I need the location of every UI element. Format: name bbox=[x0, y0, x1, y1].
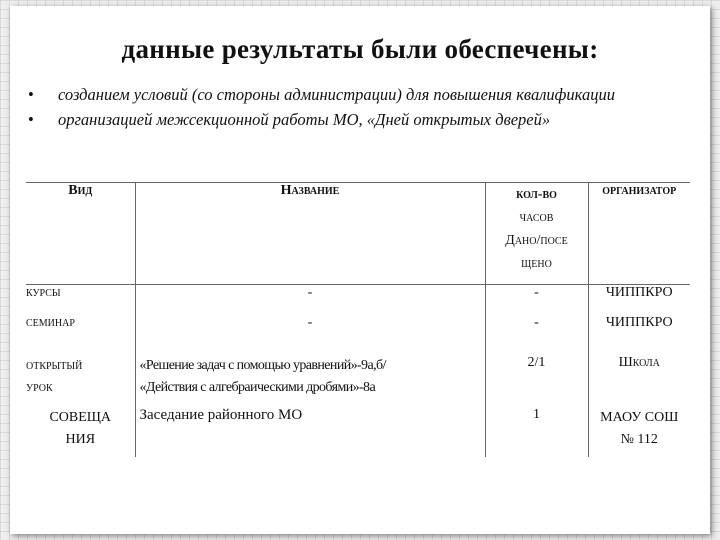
cell-organizer-line: МАОУ СОШ bbox=[600, 409, 679, 425]
cell-vid: курсы bbox=[26, 285, 135, 315]
cell-hours: 2/1 bbox=[485, 355, 588, 407]
table-row bbox=[26, 407, 690, 457]
header-vid: Вид bbox=[26, 183, 135, 285]
cell-organizer: Школа bbox=[618, 354, 660, 370]
cell-vid-line: НИЯ bbox=[65, 431, 96, 447]
bullet-list bbox=[28, 84, 683, 134]
cell-vid-line: урок bbox=[26, 379, 53, 395]
bullet-text: созданием условий (со стороны администрации) для повышения квалификации bbox=[58, 85, 615, 104]
bullet-item bbox=[28, 109, 683, 130]
header-organizer: организатор bbox=[588, 183, 690, 285]
slide bbox=[10, 6, 710, 534]
table-row bbox=[26, 285, 690, 315]
cell-name-line: «Решение задач с помощью уравнений»-9а,б/ bbox=[139, 357, 386, 373]
bullet-item bbox=[28, 84, 683, 105]
header-hours-line: щено bbox=[521, 256, 552, 271]
header-hours bbox=[485, 183, 588, 285]
slide-title: данные результаты были обеспечены: bbox=[121, 34, 599, 64]
cell-name bbox=[135, 355, 485, 407]
cell-name: - bbox=[135, 315, 485, 355]
cell-vid: семинар bbox=[26, 315, 135, 355]
header-hours-line: кол-во bbox=[516, 187, 557, 202]
cell-vid-line: СОВЕЩА bbox=[49, 409, 112, 425]
cell-vid-line: открытый bbox=[26, 357, 83, 373]
events-table bbox=[26, 182, 690, 457]
table-header-row bbox=[26, 183, 690, 285]
cell-name: - bbox=[135, 285, 485, 315]
bullet-marker: • bbox=[28, 110, 34, 129]
cell-name-line: Заседание районного МО bbox=[139, 406, 303, 423]
bullet-marker: • bbox=[28, 85, 34, 104]
cell-organizer bbox=[588, 407, 690, 457]
cell-name-line: «Действия с алгебраическими дробями»-8а bbox=[139, 379, 376, 395]
table-row bbox=[26, 315, 690, 355]
cell-name bbox=[135, 407, 485, 457]
header-name: Название bbox=[135, 183, 485, 285]
cell-organizer: ЧИППКРО bbox=[605, 285, 673, 300]
bullet-text: организацией межсекционной работы МО, «Дней открытых дверей» bbox=[58, 110, 551, 129]
cell-hours: - bbox=[485, 285, 588, 315]
header-hours-line: часов bbox=[519, 210, 554, 225]
cell-vid bbox=[26, 407, 135, 457]
cell-hours: - bbox=[485, 315, 588, 355]
cell-organizer: ЧИППКРО bbox=[605, 314, 673, 330]
cell-vid bbox=[26, 355, 135, 407]
table-row bbox=[26, 355, 690, 407]
header-hours-line: Дано/посе bbox=[505, 233, 568, 248]
cell-organizer-line: № 112 bbox=[620, 431, 658, 447]
cell-hours: 1 bbox=[485, 407, 588, 457]
